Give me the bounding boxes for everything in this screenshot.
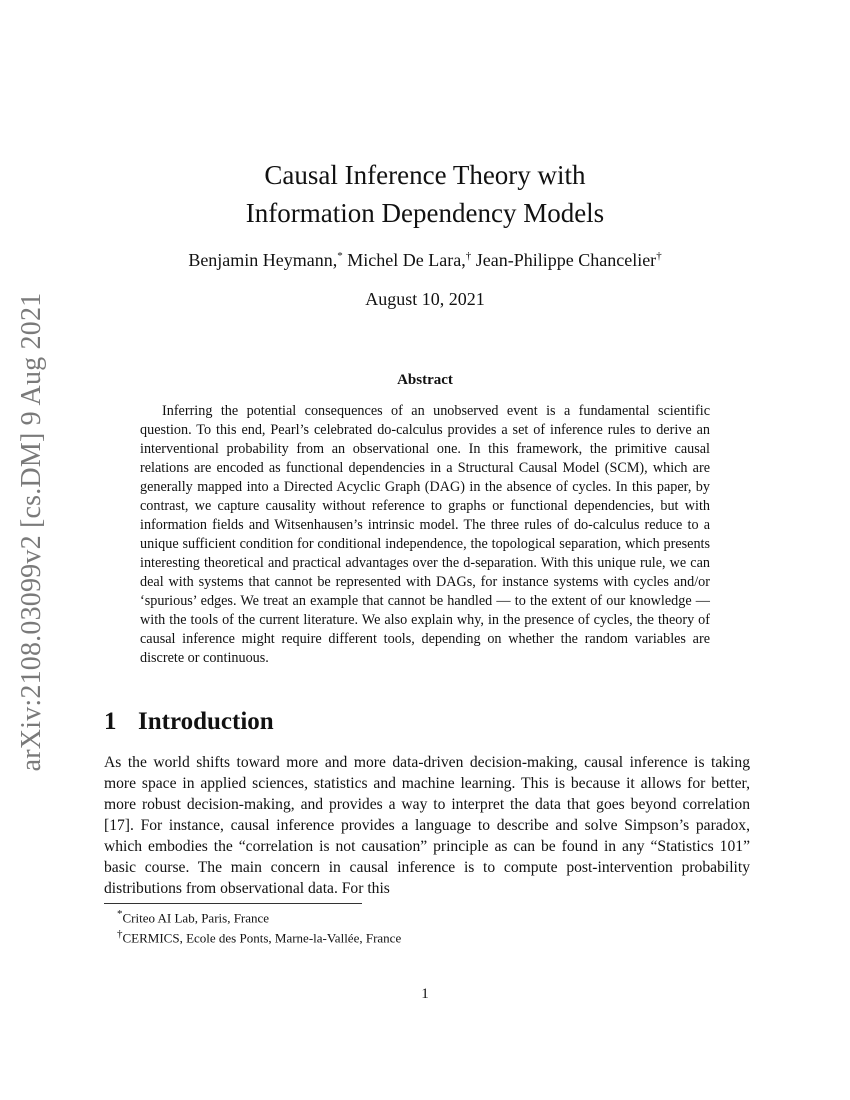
section-title: Introduction: [138, 708, 274, 735]
paper-date: August 10, 2021: [365, 289, 485, 309]
title-line-1: Causal Inference Theory with: [264, 160, 586, 190]
footnotes: [117, 906, 401, 947]
abstract-heading: Abstract: [397, 372, 453, 388]
abstract-text: Inferring the potential consequences of an unobserved event is a fundamental scientific question. To this end, Pearl’s celebrated do-calculus provides a set of inference rules to derive an interventional probability from an observational one. In this framework, the primitive causal relations are encoded as functional dependencies in a Structural Causal Model (SCM), which are generally mapped into a Directed Acyclic Graph (DAG) in the absence of cycles. In this paper, by contrast, we capture causality without reference to graphs or functional dependencies, but with information fields and Witsenhausen’s intrinsic model. The three rules of do-calculus reduce to a unique sufficient condition for conditional independence, the topological separation, which presents interesting theoretical and practical advantages over the d-separation. With this unique rule, we can deal with systems that cannot be represented with DAGs, for instance systems with cycles and/or ‘spurious’ edges. We treat an example that cannot be handled — to the extent of our knowledge — with the tools of the current literature. We also explain why, in the presence of cycles, the theory of causal inference might require different tools, depending on whether the random variables are discrete or continuous.: [140, 403, 710, 666]
author-name: Benjamin Heymann,: [188, 250, 338, 270]
footnote-text: CERMICS, Ecole des Ponts, Marne-la-Vallée, France: [122, 930, 402, 946]
title-line-2: Information Dependency Models: [245, 198, 605, 228]
arxiv-sidebar-identifier: [10, 292, 54, 772]
footnote: [117, 926, 401, 946]
author-affiliation-mark: †: [656, 250, 662, 262]
footnote-divider: [104, 903, 362, 904]
footnote-mark: †: [117, 928, 123, 941]
section-number: 1: [104, 708, 117, 735]
page-number: 1: [421, 986, 429, 1002]
footnote-text: Criteo AI Lab, Paris, France: [122, 910, 270, 926]
paper-title: [100, 156, 750, 232]
section-heading: [104, 708, 274, 736]
footnote-mark: *: [117, 908, 123, 920]
footnote: [117, 906, 401, 926]
author-list: [100, 250, 750, 271]
author-affiliation-mark: *: [337, 250, 343, 262]
author-name: Jean-Philippe Chancelier: [475, 250, 657, 270]
introduction-paragraph: As the world shifts toward more and more data-driven decision-making, causal inference is taking more space in applied sciences, statistics and machine learning. This is because it allows for better, more robust decision-making, and provides a way to interpret the data that goes beyond correlation [17]. For instance, causal inference provides a language to describe and solve Simpson’s paradox, which embodies the “correlation is not causation” principle as can be found in any “Statistics 101” basic course. The main concern in causal inference is to compute post-intervention probability distributions from observational data. For this: [104, 754, 750, 897]
author-affiliation-mark: †: [465, 250, 472, 262]
author-name: Michel De Lara,: [347, 250, 466, 270]
arxiv-identifier-text: arXiv:2108.03099v2 [cs.DM] 9 Aug 2021: [16, 292, 47, 772]
